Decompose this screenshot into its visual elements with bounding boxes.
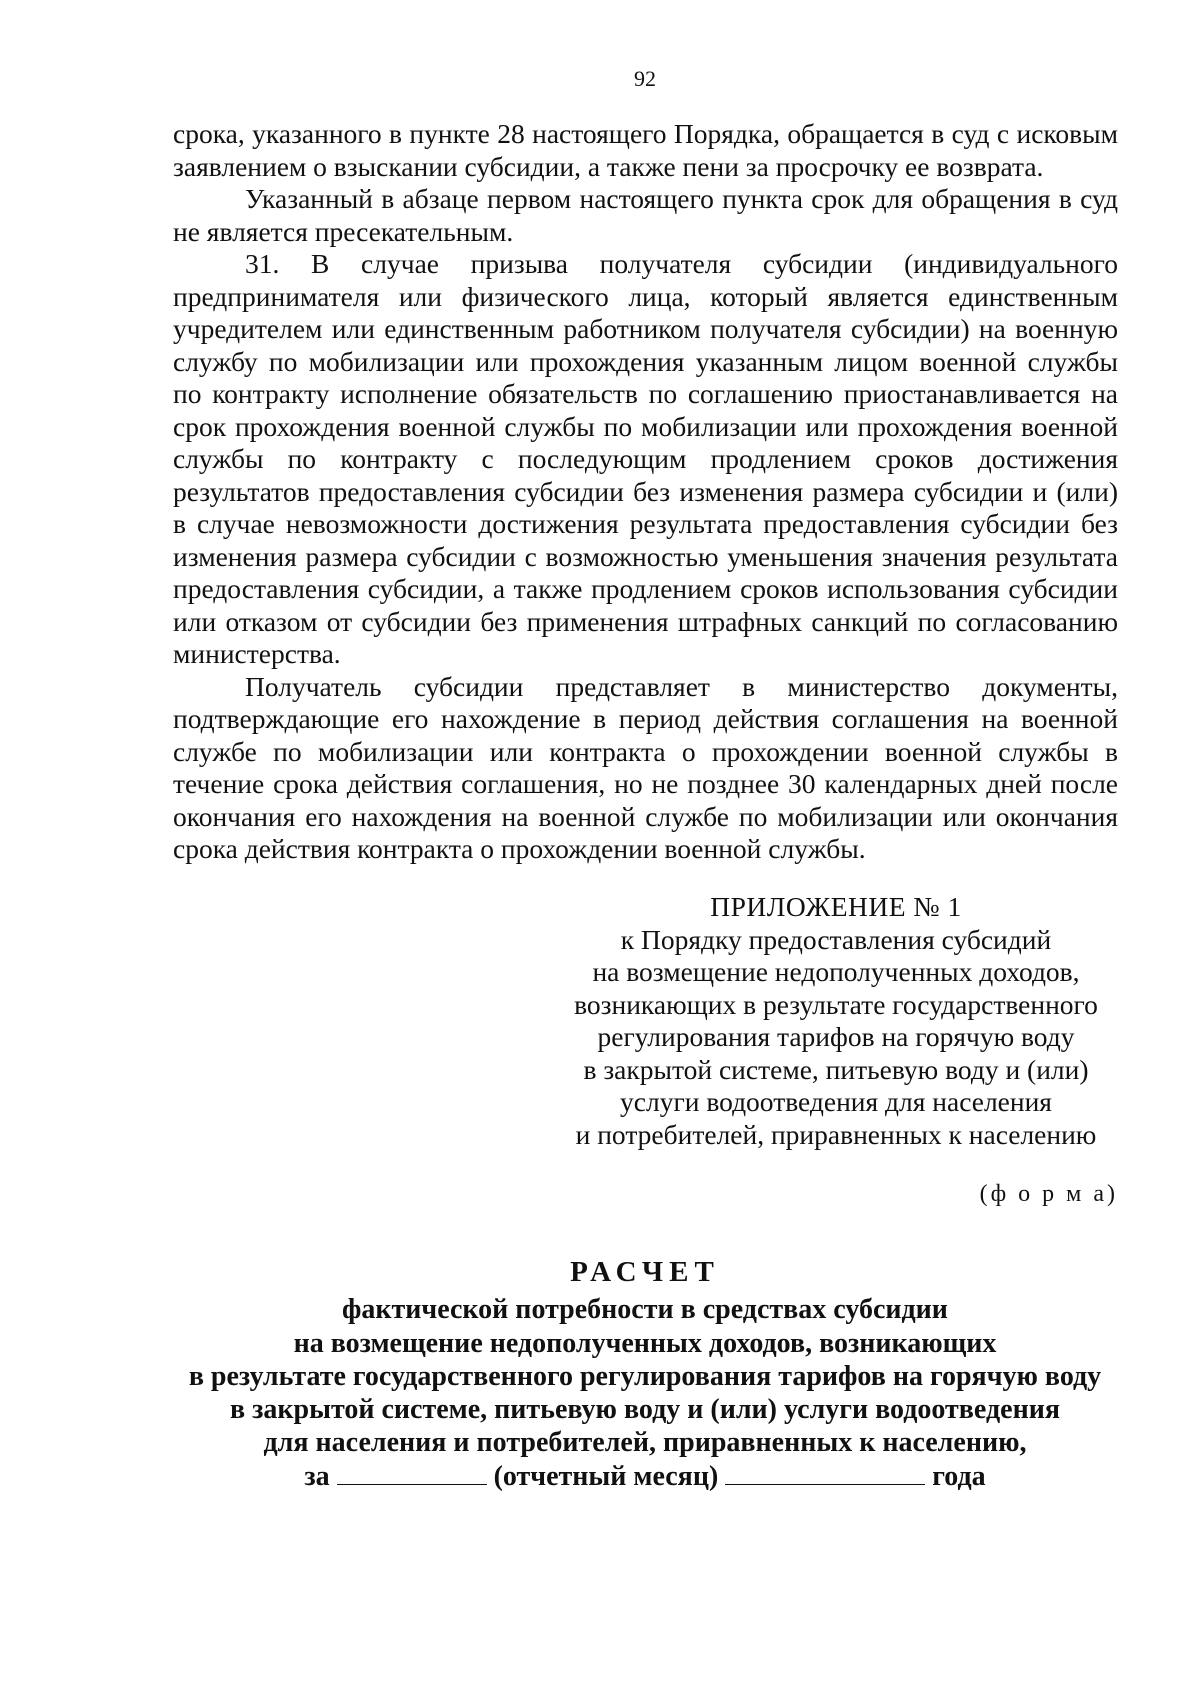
appendix-line: к Порядку предоставления субсидий xyxy=(620,923,1052,955)
appendix-line: и потребителей, приравненных к населению xyxy=(575,1118,1097,1150)
period-middle: (отчетный месяц) xyxy=(493,1460,719,1492)
paragraph-3: 31. В случае призыва получателя субсидии (индивидуального предпринимателя или физического лица, который является единственным учредителем или единственным работником получателя субсидии) на военную службу по мобилизации или прохождения указанным лицом военной службы по контракту исполнение обязательств по соглашению приостанавливается на срок прохождения военной службы по мобилизации или прохождения военной службы по контракту с последующим продлением сроков достижения результатов предоставления субсидии без изменения размера субсидии и (или) в случае невозможности достижения результата предоставления субсидии без изменения размера субсидии с возможностью уменьшения значения результата предоставления субсидии, а также продлением сроков использования субсидии или отказом от субсидии без применения штрафных санкций по согласованию министерства. xyxy=(173,248,1118,669)
paragraph-1: срока, указанного в пункте 28 настоящего Порядка, обращается в суд с исковым заявлением о взыскании субсидии, а также пени за просрочку ее возврата. xyxy=(173,118,1118,182)
appendix-line: регулирования тарифов на горячую воду xyxy=(597,1021,1075,1052)
document-body xyxy=(173,118,1118,866)
calculation-line: в закрытой системе, питьевую воду и (или) услуги водоотведения xyxy=(230,1394,1060,1426)
paragraph-2: Указанный в абзаце первом настоящего пункта срок для обращения в суд не является пресекательным. xyxy=(173,183,1118,247)
calculation-heading: РАСЧЕТ xyxy=(570,1256,720,1288)
calculation-line: на возмещение недополученных доходов, возникающих xyxy=(293,1327,997,1359)
paragraph-4: Получатель субсидии представляет в министерство документы, подтверждающие его нахождение в период действия соглашения на военной службе по мобилизации или контракта о прохождении военной службы в течение срока действия соглашения, но не позднее 30 календарных дней после окончания его нахождения на военной службе по мобилизации или окончания срока действия контракта о прохождении военной службы. xyxy=(173,670,1118,864)
period-prefix: за xyxy=(304,1460,330,1492)
page-number: 92 xyxy=(634,66,656,91)
calculation-line: фактической потребности в средствах субсидии xyxy=(342,1294,948,1326)
period-suffix: года xyxy=(932,1460,986,1492)
appendix-line: возникающих в результате государственного xyxy=(574,988,1098,1020)
period-line xyxy=(0,1460,1200,1493)
appendix-block xyxy=(556,891,1116,1151)
appendix-line: услуги водоотведения для населения xyxy=(620,1086,1052,1117)
appendix-title: ПРИЛОЖЕНИЕ № 1 xyxy=(710,891,962,922)
appendix-line: на возмещение недополученных доходов, xyxy=(592,956,1080,987)
calculation-title-block xyxy=(0,1256,1200,1493)
calculation-line: в результате государственного регулирования тарифов на горячую воду xyxy=(188,1360,1102,1392)
year-blank-field[interactable] xyxy=(725,1462,925,1485)
month-blank-field[interactable] xyxy=(337,1462,487,1485)
calculation-line: для населения и потребителей, приравненных к населению, xyxy=(263,1427,1027,1459)
form-label: (ф о р м а) xyxy=(979,1181,1118,1207)
appendix-line: в закрытой системе, питьевую воду и (или) xyxy=(583,1053,1089,1085)
